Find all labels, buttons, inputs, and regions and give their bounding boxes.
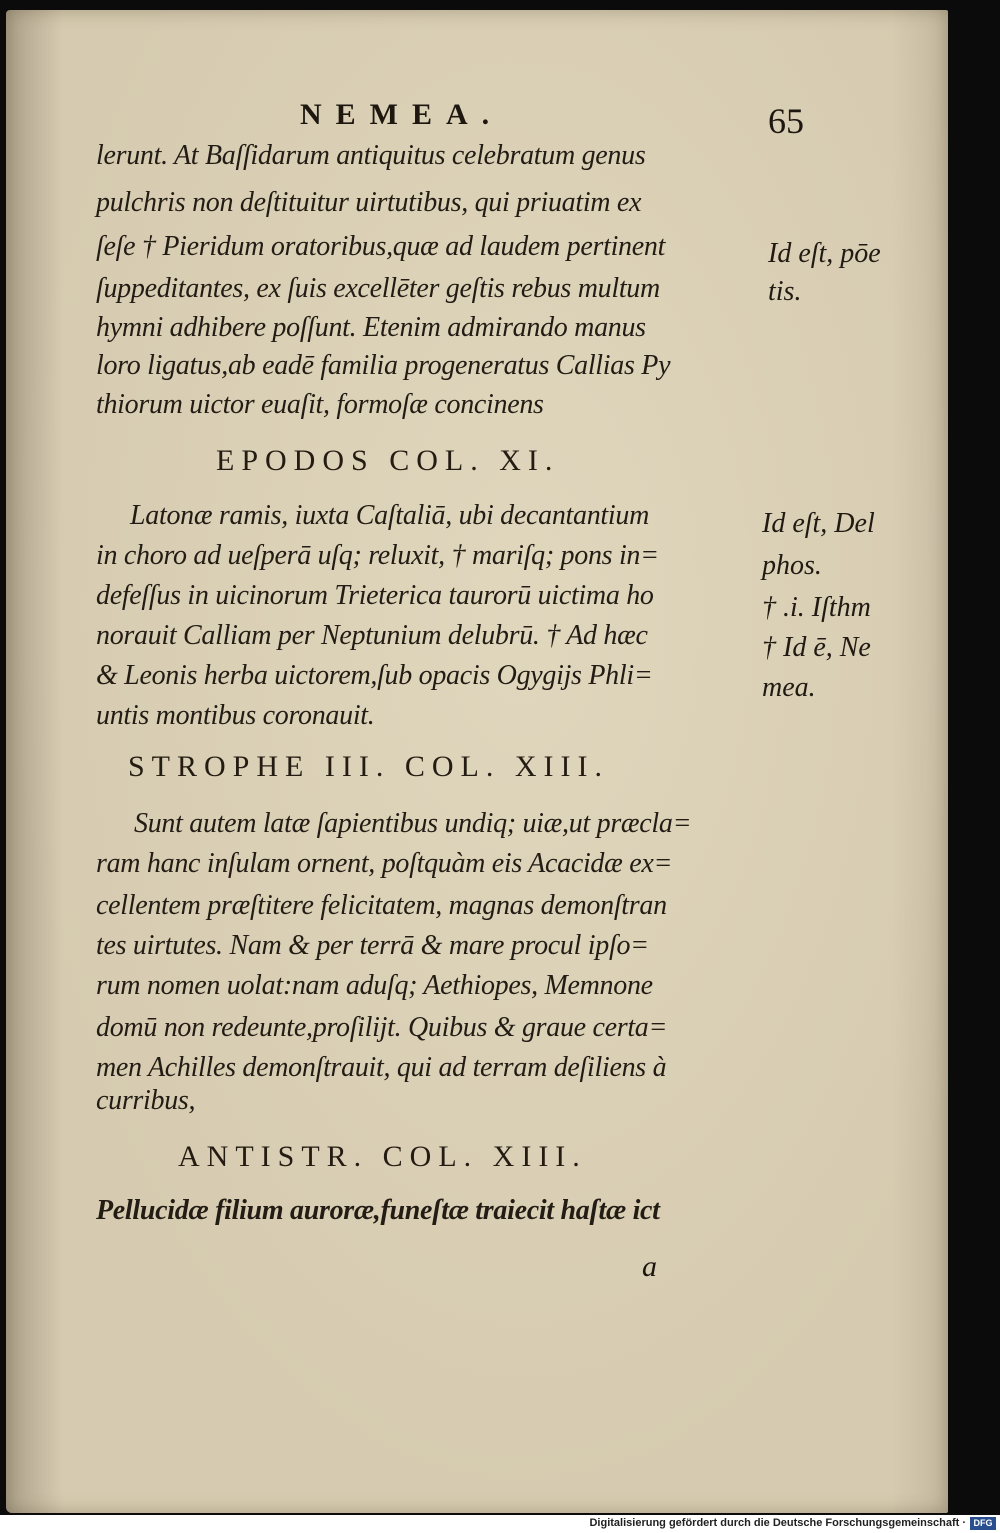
text-line: curribus,	[96, 1085, 196, 1116]
section-heading-epodos: EPODOS COL. XI.	[216, 444, 560, 477]
margin-note: Id eſt, Del	[762, 508, 875, 539]
text-line: loro ligatus,ab eadē familia progeneratus Callias Py	[96, 350, 671, 381]
margin-note: mea.	[762, 672, 816, 703]
margin-note: phos.	[762, 550, 822, 581]
text-line: in choro ad ueſperā uſq; reluxit, † mariſq; pons in=	[96, 540, 659, 571]
text-line: & Leonis herba uictorem,ſub opacis Ogygijs Phli=	[96, 660, 653, 691]
text-line: Latonæ ramis, iuxta Caſtaliā, ubi decantantium	[130, 500, 649, 531]
text-line: norauit Calliam per Neptunium delubrū. † Ad hæc	[96, 620, 648, 651]
text-line: Sunt autem latæ ſapientibus undiq; uiæ,ut præcla=	[134, 808, 692, 839]
text-line: untis montibus coronauit.	[96, 700, 375, 731]
margin-note: † .i. Iſthm	[762, 592, 871, 623]
section-heading-antistrophe: ANTISTR. COL. XIII.	[178, 1140, 587, 1173]
text-line: ſeſe † Pieridum oratoribus,quæ ad laudem pertinent	[96, 231, 666, 262]
page-number: 65	[768, 101, 804, 141]
margin-note: Id eſt, pōe	[768, 238, 881, 269]
text-line: hymni adhibere poſſunt. Etenim admirando manus	[96, 312, 646, 343]
text-line: ſuppeditantes, ex ſuis excellēter geſtis rebus multum	[96, 273, 660, 304]
margin-note: tis.	[768, 276, 802, 307]
text-line: cellentem præſtitere felicitatem, magnas demonſtran	[96, 890, 667, 921]
text-line: domū non redeunte,proſilijt. Quibus & graue certa=	[96, 1012, 668, 1043]
text-line: ram hanc inſulam ornent, poſtquàm eis Acacidæ ex=	[96, 848, 673, 879]
margin-note: † Id ē, Ne	[762, 632, 871, 663]
dfg-logo: DFG	[970, 1517, 996, 1530]
text-line: Pellucidæ filium auroræ,funeſtæ traiecit haſtæ ict	[96, 1195, 660, 1226]
text-line: thiorum uictor euaſit, formoſæ concinens	[96, 389, 544, 420]
text-line: defeſſus in uicinorum Trieterica taurorū uictima ho	[96, 580, 654, 611]
text-line: rum nomen uolat:nam aduſq; Aethiopes, Memnone	[96, 970, 653, 1001]
text-line: pulchris non deſtituitur uirtutibus, qui priuatim ex	[96, 187, 642, 218]
text-line: lerunt. At Baſſidarum antiquitus celebratum genus	[96, 140, 646, 171]
text-line: tes uirtutes. Nam & per terrā & mare procul ipſo=	[96, 930, 649, 961]
catchword: a	[642, 1250, 657, 1283]
running-header: NEMEA.	[300, 98, 504, 131]
funding-credit: Digitalisierung gefördert durch die Deutsche Forschungsgemeinschaft ·	[589, 1517, 966, 1529]
section-heading-strophe: STROPHE III. COL. XIII.	[128, 750, 609, 783]
text-line: men Achilles demonſtrauit, qui ad terram deſiliens à	[96, 1052, 667, 1083]
